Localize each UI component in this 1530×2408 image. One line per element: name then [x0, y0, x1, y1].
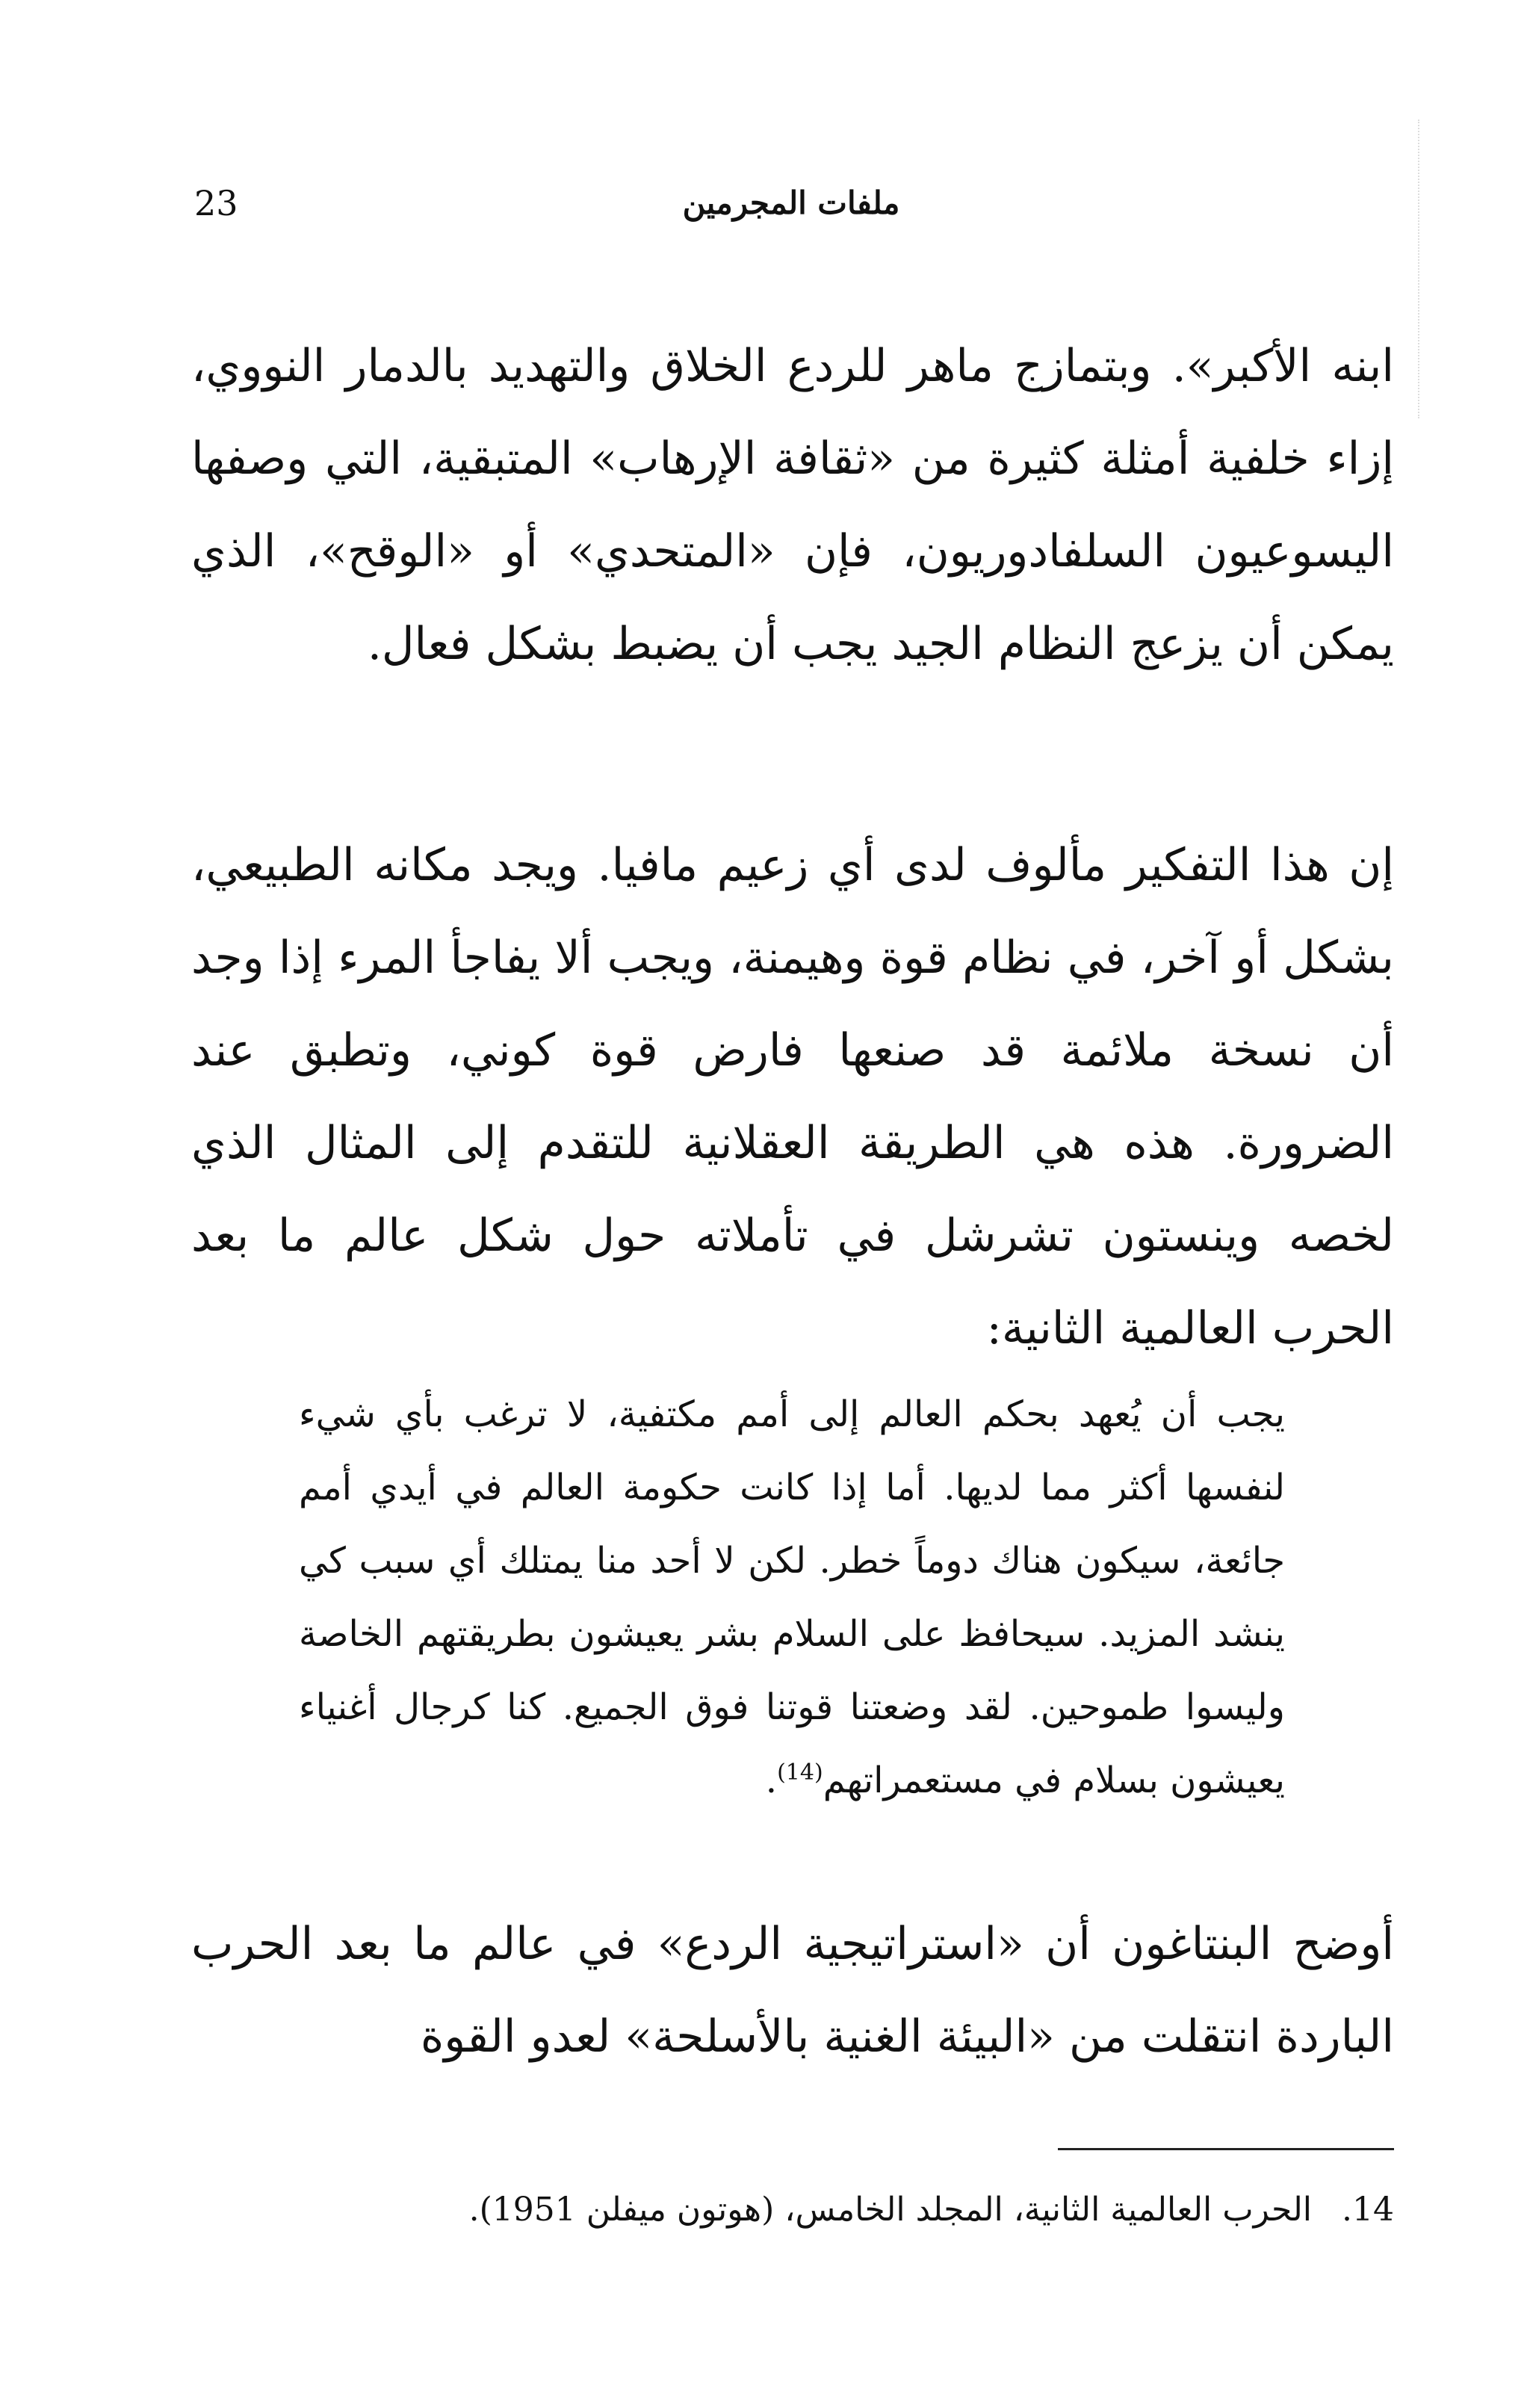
scan-edge-mark — [1418, 120, 1419, 418]
footnote-reference: (14) — [777, 1759, 823, 1786]
footnote-number: 14. — [1342, 2191, 1394, 2229]
body-paragraph-1: ابنه الأكبر». وبتمازج ماهر للردع الخلاق والتهديد بالدمار النووي، إزاء خلفية أمثلة كثيرة من «ثقافة الإرهاب» المتبقية، التي وصفها اليسوعيون السلفادوريون، فإن «المتحدي» أو «الوقح»، الذي يمكن أن يزعج النظام الجيد يجب أن يضبط بشكل فعال. — [191, 340, 1394, 670]
footnote-separator — [1058, 2148, 1394, 2150]
running-head-title: ملفات المجرمين — [682, 185, 900, 221]
block-quote — [299, 1378, 1285, 1817]
body-paragraph-3: أوضح البنتاغون أن «استراتيجية الردع» في عالم ما بعد الحرب الباردة انتقلت من «البيئة الغنية بالأسلحة» لعدو القوة — [191, 1918, 1394, 2063]
running-head — [194, 173, 1388, 233]
footnote — [191, 2182, 1394, 2238]
block-quote-end-punctuation: . — [765, 1759, 778, 1801]
block-quote-text: يجب أن يُعهد بحكم العالم إلى أمم مكتفية، لا ترغب بأي شيء لنفسها أكثر مما لديها. أما إذا كانت حكومة العالم في أيدي أمم جائعة، سيكون هناك دوماً خطر. لكن لا أحد منا يمتلك أي سبب كي ينشد المزيد. سيحافظ على السلام بشر يعيشون بطريقتهم الخاصة وليسوا طموحين. لقد وضعتنا قوتنا فوق الجميع. كنا كرجال أغنياء يعيشون بسلام في مستعمراتهم — [299, 1393, 1285, 1801]
footnote-text: الحرب العالمية الثانية، المجلد الخامس، (هوتون ميفلن 1951). — [468, 2191, 1312, 2229]
body-paragraph-2: إن هذا التفكير مألوف لدى أي زعيم مافيا. ويجد مكانه الطبيعي، بشكل أو آخر، في نظام قوة وهيمنة، ويجب ألا يفاجأ المرء إذا وجد أن نسخة ملائمة قد صنعها فارض قوة كوني، وتطبق عند الضرورة. هذه هي الطريقة العقلانية للتقدم إلى المثال الذي لخصه وينستون تشرشل في تأملاته حول شكل عالم ما بعد الحرب العالمية الثانية: — [191, 839, 1394, 1355]
page-number: 23 — [194, 183, 238, 223]
